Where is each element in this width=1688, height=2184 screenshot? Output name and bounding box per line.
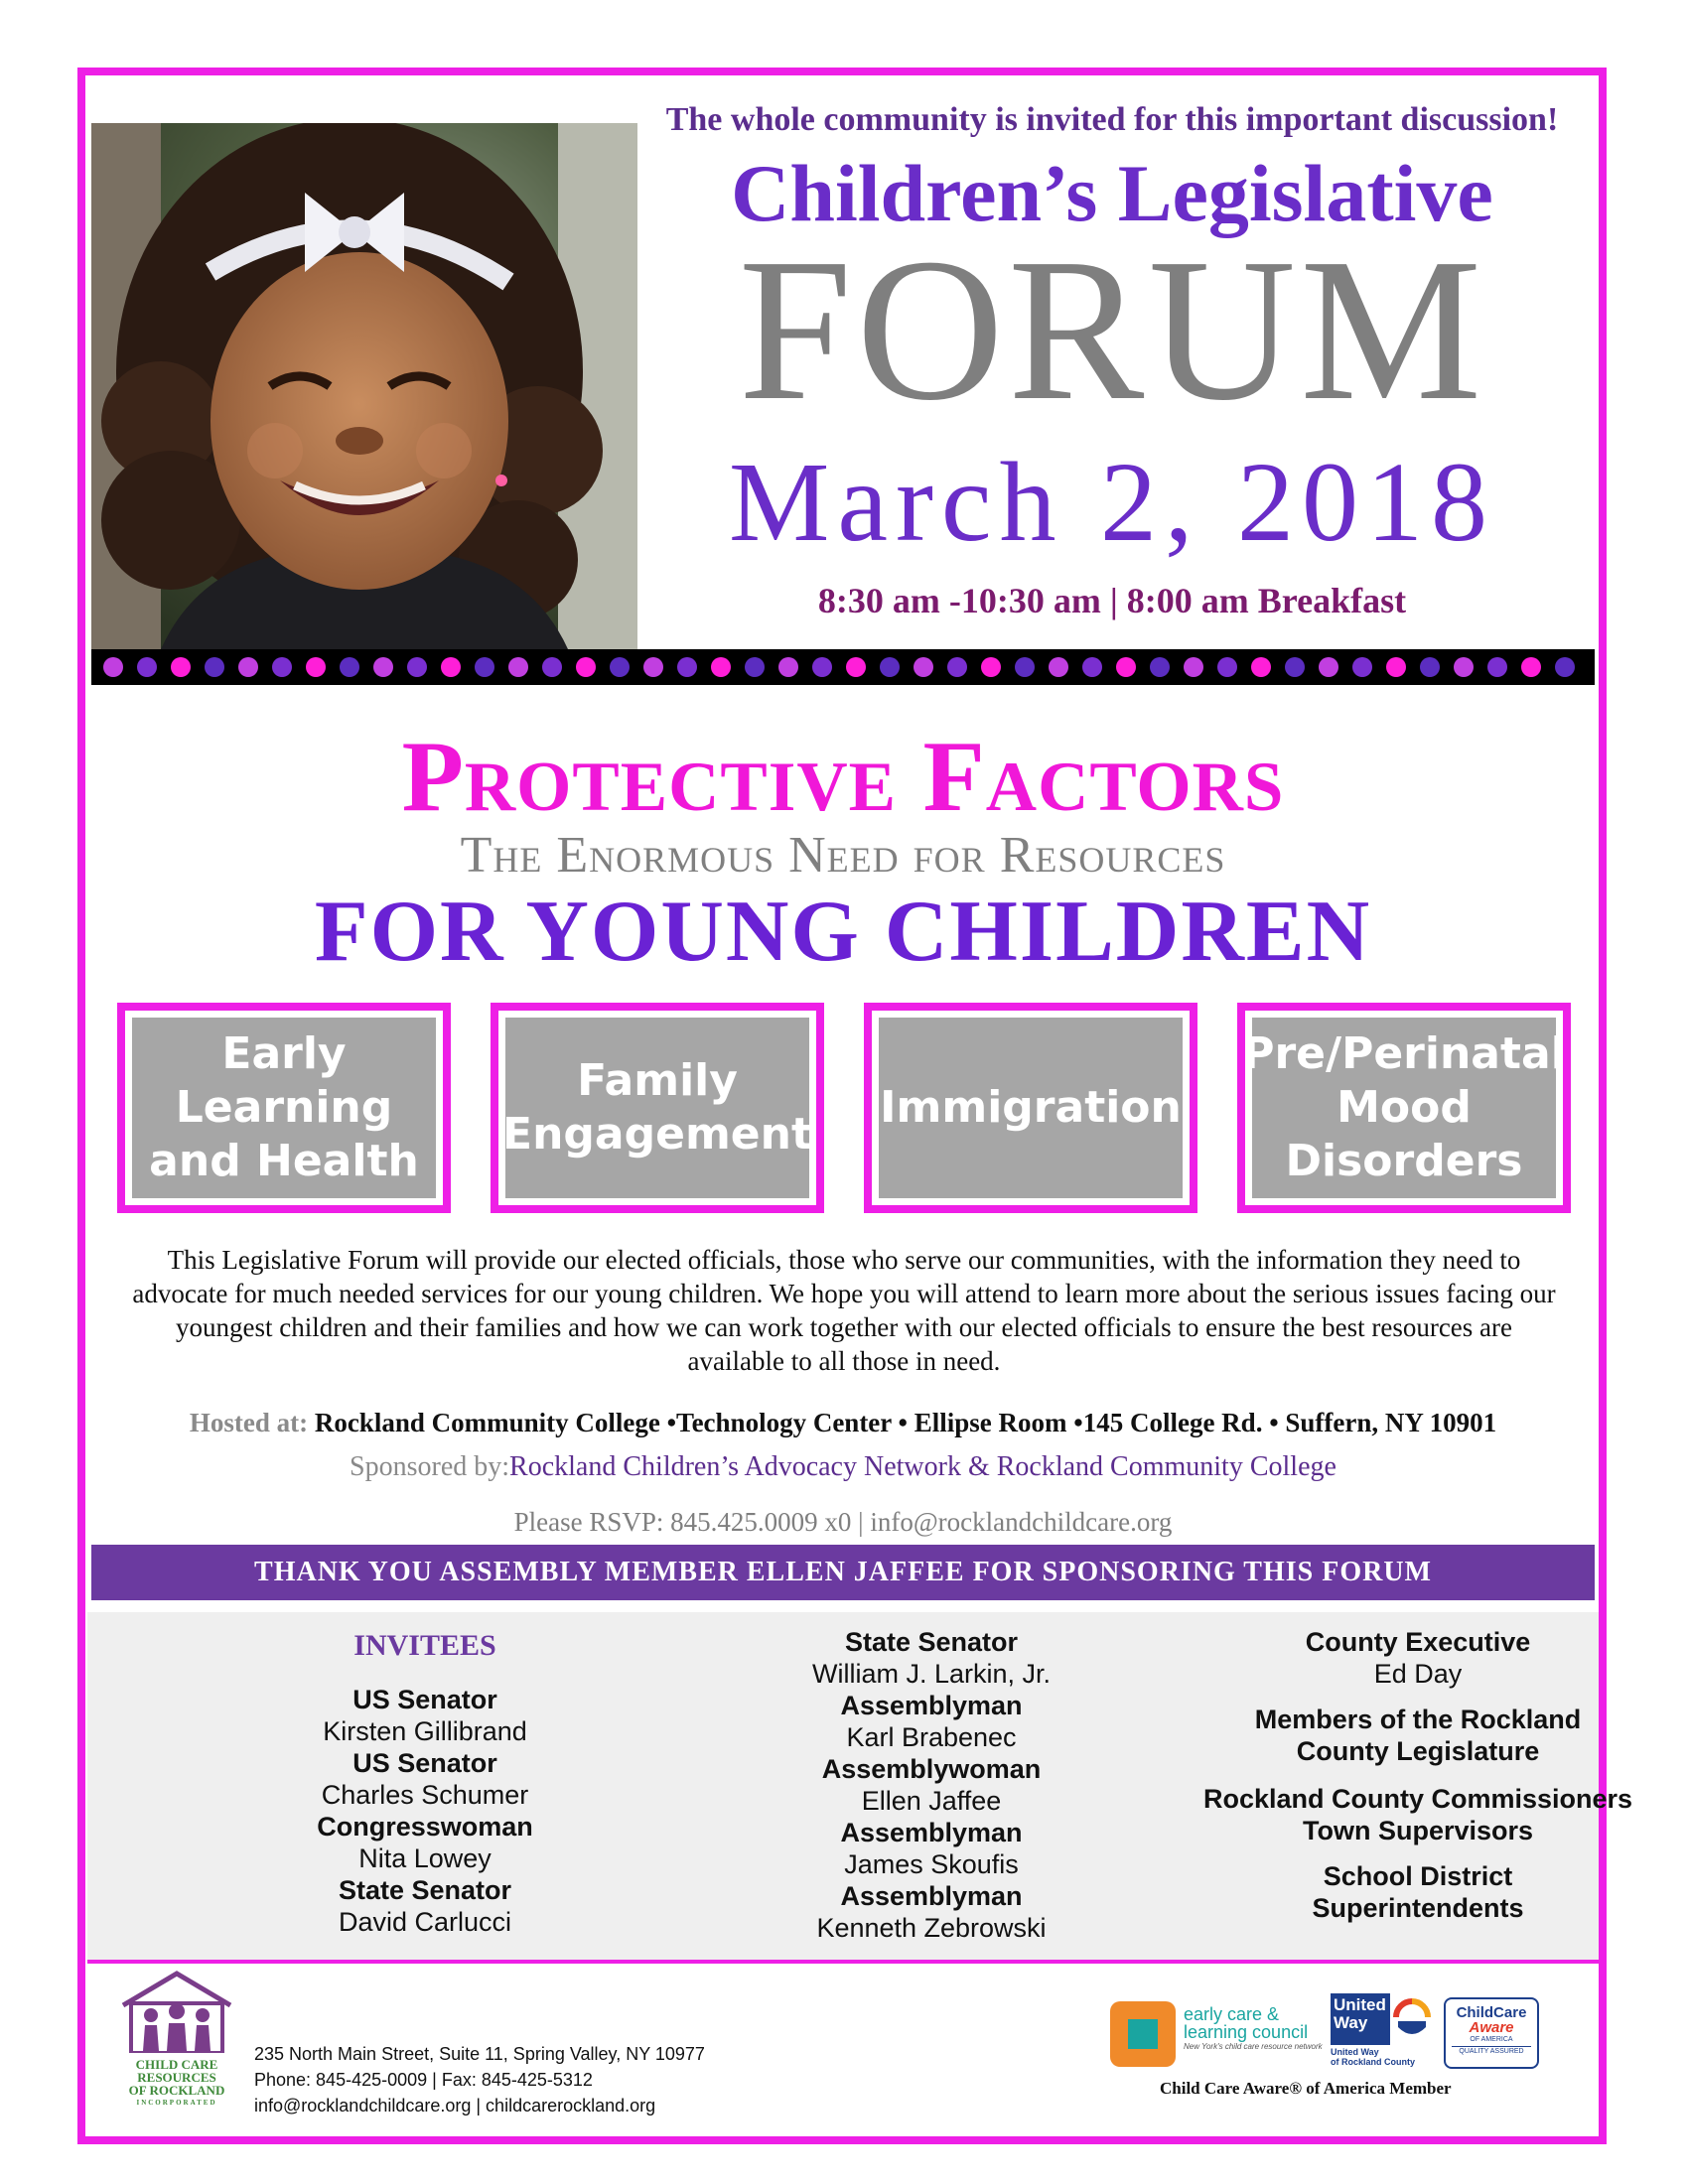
house-family-icon: [117, 1970, 236, 2053]
decorative-dot: [1386, 657, 1406, 677]
logo-text: CHILD CARE: [135, 2057, 218, 2072]
sponsored-by: [91, 1451, 1595, 1483]
decorative-dot: [1015, 657, 1035, 677]
decorative-dot: [238, 657, 258, 677]
invitee-group: Members of the Rockland: [1254, 1705, 1582, 1734]
decorative-dot: [1049, 657, 1068, 677]
invitees-heading: INVITEES: [353, 1629, 496, 1662]
invitee-name: Ellen Jaffee: [861, 1786, 1002, 1816]
invitee-name: David Carlucci: [338, 1907, 512, 1937]
sponsored-label: Sponsored by:: [350, 1451, 510, 1482]
decorative-dot: [373, 657, 393, 677]
decorative-dot: [1555, 657, 1575, 677]
address-line: 235 North Main Street, Suite 11, Spring Valley, NY 10977: [254, 2044, 705, 2064]
invitee-group: School District: [1323, 1861, 1513, 1891]
decorative-dot: [1217, 657, 1237, 677]
hosted-at: [91, 1408, 1595, 1438]
invitee-title: Assemblyman: [840, 1691, 1023, 1720]
decorative-dot: [407, 657, 427, 677]
decorative-dot: [1521, 657, 1541, 677]
decorative-dot: [947, 657, 967, 677]
decorative-dot: [778, 657, 798, 677]
decorative-dot: [340, 657, 359, 677]
decorative-dot: [1420, 657, 1440, 677]
hosted-label: Hosted at:: [189, 1408, 309, 1437]
logo-text: OF ROCKLAND: [128, 2083, 225, 2098]
decorative-dot: [711, 657, 731, 677]
uw-text: Way: [1334, 2013, 1368, 2032]
theme-protective-factors: Protective Factors: [401, 721, 1285, 833]
decorative-dot: [677, 657, 697, 677]
eclc-text: early care &: [1184, 2004, 1280, 2024]
decorative-dot: [1082, 657, 1102, 677]
cca-text: OF AMERICA: [1470, 2036, 1513, 2043]
invite-line: The whole community is invited for this important discussion!: [665, 101, 1559, 138]
child-photo: [91, 123, 637, 649]
dot-border: [91, 649, 1595, 685]
invitee-title: State Senator: [844, 1627, 1019, 1657]
decorative-dot: [880, 657, 900, 677]
decorative-dot: [1150, 657, 1170, 677]
invitee-group: County Legislature: [1296, 1736, 1540, 1766]
contact-block: [254, 2041, 705, 2118]
eclc-text: learning council: [1184, 2022, 1309, 2042]
invitee-name: Ed Day: [1373, 1659, 1463, 1689]
decorative-dot: [846, 657, 866, 677]
decorative-dot: [1454, 657, 1474, 677]
theme-young-children: FOR YOUNG CHILDREN: [314, 884, 1372, 980]
invitee-title: Assemblywoman: [821, 1754, 1042, 1784]
invitee-name: William J. Larkin, Jr.: [811, 1659, 1052, 1689]
title-forum: FORUM: [738, 215, 1486, 443]
hosted-value: Rockland Community College •Technology Center • Ellipse Room •145 College Rd. • Suffern, NY 10901: [314, 1408, 1497, 1437]
childcare-aware-logo: [1444, 1997, 1539, 2069]
cca-text: QUALITY ASSURED: [1452, 2046, 1531, 2056]
invitee-group: Town Supervisors: [1302, 1816, 1534, 1845]
decorative-dot: [103, 657, 123, 677]
thanks-banner: THANK YOU ASSEMBLY MEMBER ELLEN JAFFEE FOR SPONSORING THIS FORUM: [91, 1545, 1595, 1600]
decorative-dot: [1285, 657, 1305, 677]
invitee-name: James Skoufis: [844, 1849, 1019, 1879]
logo-text: INCORPORATED: [136, 2099, 217, 2107]
decorative-dot: [643, 657, 663, 677]
decorative-dot: [812, 657, 832, 677]
cca-text: Aware: [1469, 2019, 1514, 2036]
decorative-dot: [542, 657, 562, 677]
ccr-logo: [117, 1970, 236, 2105]
decorative-dot: [1352, 657, 1372, 677]
eclc-square-icon: [1110, 2001, 1176, 2067]
decorative-dot: [610, 657, 630, 677]
description-paragraph: This Legislative Forum will provide our elected officials, those who serve our communities, with the information they need to advocate for much needed services for our young children. We hope you will attend to learn more about the serious issues facing our youngest children and their families and how we can work together with our elected officials to ensure the best resources are available to all those in need.: [132, 1245, 1556, 1376]
invitee-title: Assemblyman: [840, 1881, 1023, 1911]
invitee-group: Rockland County Commissioners: [1202, 1784, 1633, 1814]
event-time: 8:30 am -10:30 am | 8:00 am Breakfast: [817, 581, 1407, 620]
invitee-group: Superintendents: [1312, 1893, 1524, 1923]
invitee-name: Nita Lowey: [358, 1843, 492, 1873]
invitee-title: State Senator: [338, 1875, 512, 1905]
invitees-panel: [87, 1612, 1633, 1960]
eclc-tagline: New York's child care resource network: [1184, 2042, 1323, 2051]
event-date: March 2, 2018: [728, 439, 1496, 565]
decorative-dot: [576, 657, 596, 677]
decorative-dot: [1487, 657, 1507, 677]
united-way-hand-icon: [1392, 1997, 1432, 2041]
uw-sub: of Rockland County: [1331, 2057, 1415, 2067]
invitees-column-2: [723, 1626, 1140, 1944]
topic-box-mood-disorders: [1237, 1003, 1571, 1213]
invitee-title: County Executive: [1305, 1627, 1531, 1657]
topic-box-early-learning: [117, 1003, 451, 1213]
web-line: info@rocklandchildcare.org | childcarerockland.org: [254, 2096, 656, 2116]
invitee-title: US Senator: [352, 1748, 497, 1778]
decorative-dot: [137, 657, 157, 677]
footer-divider: [87, 1960, 1599, 1964]
invitee-title: US Senator: [352, 1685, 497, 1714]
decorative-dot: [272, 657, 292, 677]
topic-box-family-engagement: [491, 1003, 824, 1213]
decorative-dot: [205, 657, 224, 677]
rsvp-line: Please RSVP: 845.425.0009 x0 | info@rocklandchildcare.org: [513, 1507, 1173, 1537]
decorative-dot: [508, 657, 528, 677]
decorative-dot: [1116, 657, 1136, 677]
decorative-dot: [171, 657, 191, 677]
eclc-logo: [1110, 2001, 1329, 2073]
theme-enormous-need: The Enormous Need for Resources: [460, 827, 1226, 884]
sponsored-value: Rockland Children’s Advocacy Network & Rockland Community College: [509, 1451, 1336, 1482]
invitees-column-1: [216, 1630, 633, 1938]
decorative-dot: [441, 657, 461, 677]
phone-fax-line: Phone: 845-425-0009 | Fax: 845-425-5312: [254, 2070, 593, 2090]
invitee-name: Kenneth Zebrowski: [816, 1913, 1047, 1943]
decorative-dot: [1251, 657, 1271, 677]
decorative-dot: [475, 657, 494, 677]
decorative-dot: [1184, 657, 1203, 677]
decorative-dot: [745, 657, 765, 677]
united-way-logo: [1331, 1993, 1434, 2073]
title-childrens-legislative: Children’s Legislative: [731, 148, 1493, 238]
decorative-dot: [306, 657, 326, 677]
uw-sub: United Way: [1331, 2047, 1379, 2057]
topic-label: Family Engagement: [505, 1018, 809, 1198]
childcare-aware-member: Child Care Aware® of America Member: [1160, 2079, 1452, 2098]
invitee-name: Kirsten Gillibrand: [323, 1716, 527, 1746]
topic-label: Immigration: [879, 1018, 1183, 1198]
invitee-name: Charles Schumer: [321, 1780, 529, 1810]
cca-text: ChildCare: [1456, 2004, 1527, 2021]
topic-box-immigration: [864, 1003, 1197, 1213]
topic-label: Early Learning and Health: [132, 1018, 436, 1198]
decorative-dot: [981, 657, 1001, 677]
invitees-column-3: [1199, 1626, 1636, 1924]
uw-text: United: [1334, 1995, 1386, 2014]
decorative-dot: [914, 657, 933, 677]
logo-text: RESOURCES: [137, 2070, 216, 2085]
invitee-title: Congresswoman: [317, 1812, 533, 1842]
topic-label: Pre/Perinatal Mood Disorders: [1252, 1018, 1556, 1198]
invitee-name: Karl Brabenec: [846, 1722, 1017, 1752]
decorative-dot: [1319, 657, 1338, 677]
invitee-title: Assemblyman: [840, 1818, 1023, 1847]
